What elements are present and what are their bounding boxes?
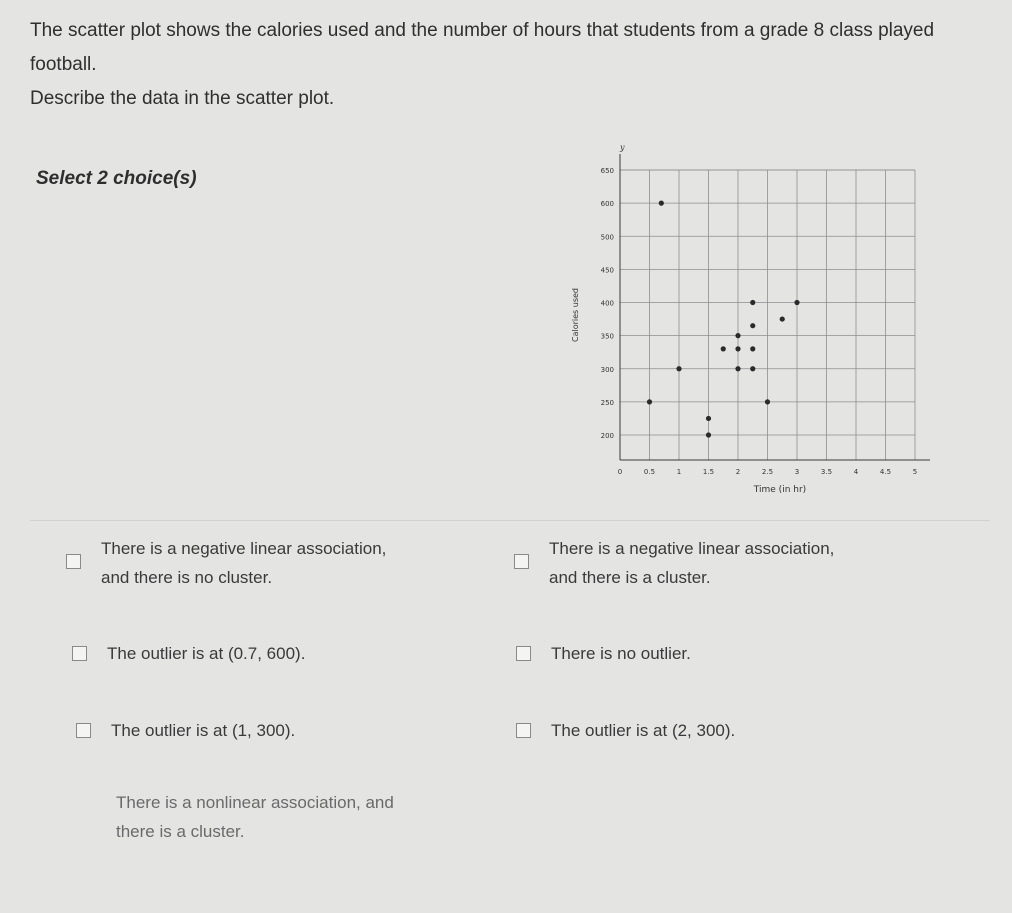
checkbox[interactable] [76,723,91,738]
y-tick-label: 400 [600,299,614,308]
data-point [721,346,726,351]
choice-label: There is a negative linear association, and there is no cluster. [101,539,387,587]
choice-negative-cluster[interactable] [514,534,834,592]
x-tick-label: 0.5 [643,468,656,476]
x-tick-label: 0 [617,468,623,476]
data-point [706,416,711,421]
x-tick-label: 4.5 [879,468,892,476]
choice-label: There is no outlier. [551,644,691,663]
data-point [676,366,681,371]
x-tick-label: 5 [912,468,918,476]
choice-outlier-0-7-600[interactable] [72,639,305,668]
checkbox[interactable] [514,554,529,569]
choice-label: There is a negative linear association, and there is a cluster. [549,539,835,587]
checkbox[interactable] [516,646,531,661]
y-tick-label: 200 [600,432,614,440]
question-text: The scatter plot shows the calories used and the number of hours that students from a grade 8 class played football. [30,20,935,75]
y-tick-label: 350 [600,332,614,341]
data-point [794,300,799,305]
data-point [735,333,740,338]
data-point [750,323,755,328]
y-tick-label: 450 [600,266,614,275]
question-prompt [30,14,970,116]
choice-nonlinear-cluster[interactable] [116,788,394,846]
y-tick-label: 250 [600,398,614,407]
choice-label: The outlier is at (2, 300). [551,721,736,740]
chart-grid [620,170,915,460]
chart-axes [620,154,930,460]
data-point [750,346,755,351]
data-point [750,366,755,371]
data-point [706,432,711,437]
choice-outlier-2-300[interactable] [516,716,735,745]
checkbox[interactable] [66,554,81,569]
data-point [647,399,652,404]
y-tick-label: 600 [600,200,614,209]
x-tick-label: 3.5 [820,468,833,476]
choice-label: There is a nonlinear association, and there is a cluster. [116,793,394,841]
checkbox[interactable] [516,723,531,738]
choice-negative-no-cluster[interactable] [66,534,386,592]
select-count-label: Select 2 choice(s) [36,168,197,189]
scatter-plot [560,140,940,510]
data-point [659,201,664,206]
data-point [750,300,755,305]
x-tick-label: 3 [794,468,800,476]
choice-label: The outlier is at (1, 300). [111,721,296,740]
data-point [780,316,785,321]
x-tick-label: 4 [853,468,859,476]
y-axis-label: Calories used [571,288,580,342]
scatter-plot-svg [560,140,940,510]
x-tick-label: 2.5 [761,468,774,476]
choice-label: The outlier is at (0.7, 600). [107,644,306,663]
choice-outlier-1-300[interactable] [76,716,295,745]
y-tick-label: 650 [600,167,614,175]
data-point [765,399,770,404]
x-tick-label: 1 [676,468,682,476]
data-point [735,366,740,371]
y-tick-label: 500 [600,233,614,242]
x-axis-label: Time (in hr) [753,485,807,495]
x-tick-label: 2 [735,468,741,476]
y-axis-letter: y [620,143,625,152]
question-instruction: Describe the data in the scatter plot. [30,88,335,109]
checkbox[interactable] [72,646,87,661]
x-tick-label: 1.5 [702,468,715,476]
chart-tick-labels [601,167,918,476]
data-point [735,346,740,351]
section-divider [30,520,990,521]
choice-no-outlier[interactable] [516,639,691,668]
y-tick-label: 300 [600,365,614,374]
